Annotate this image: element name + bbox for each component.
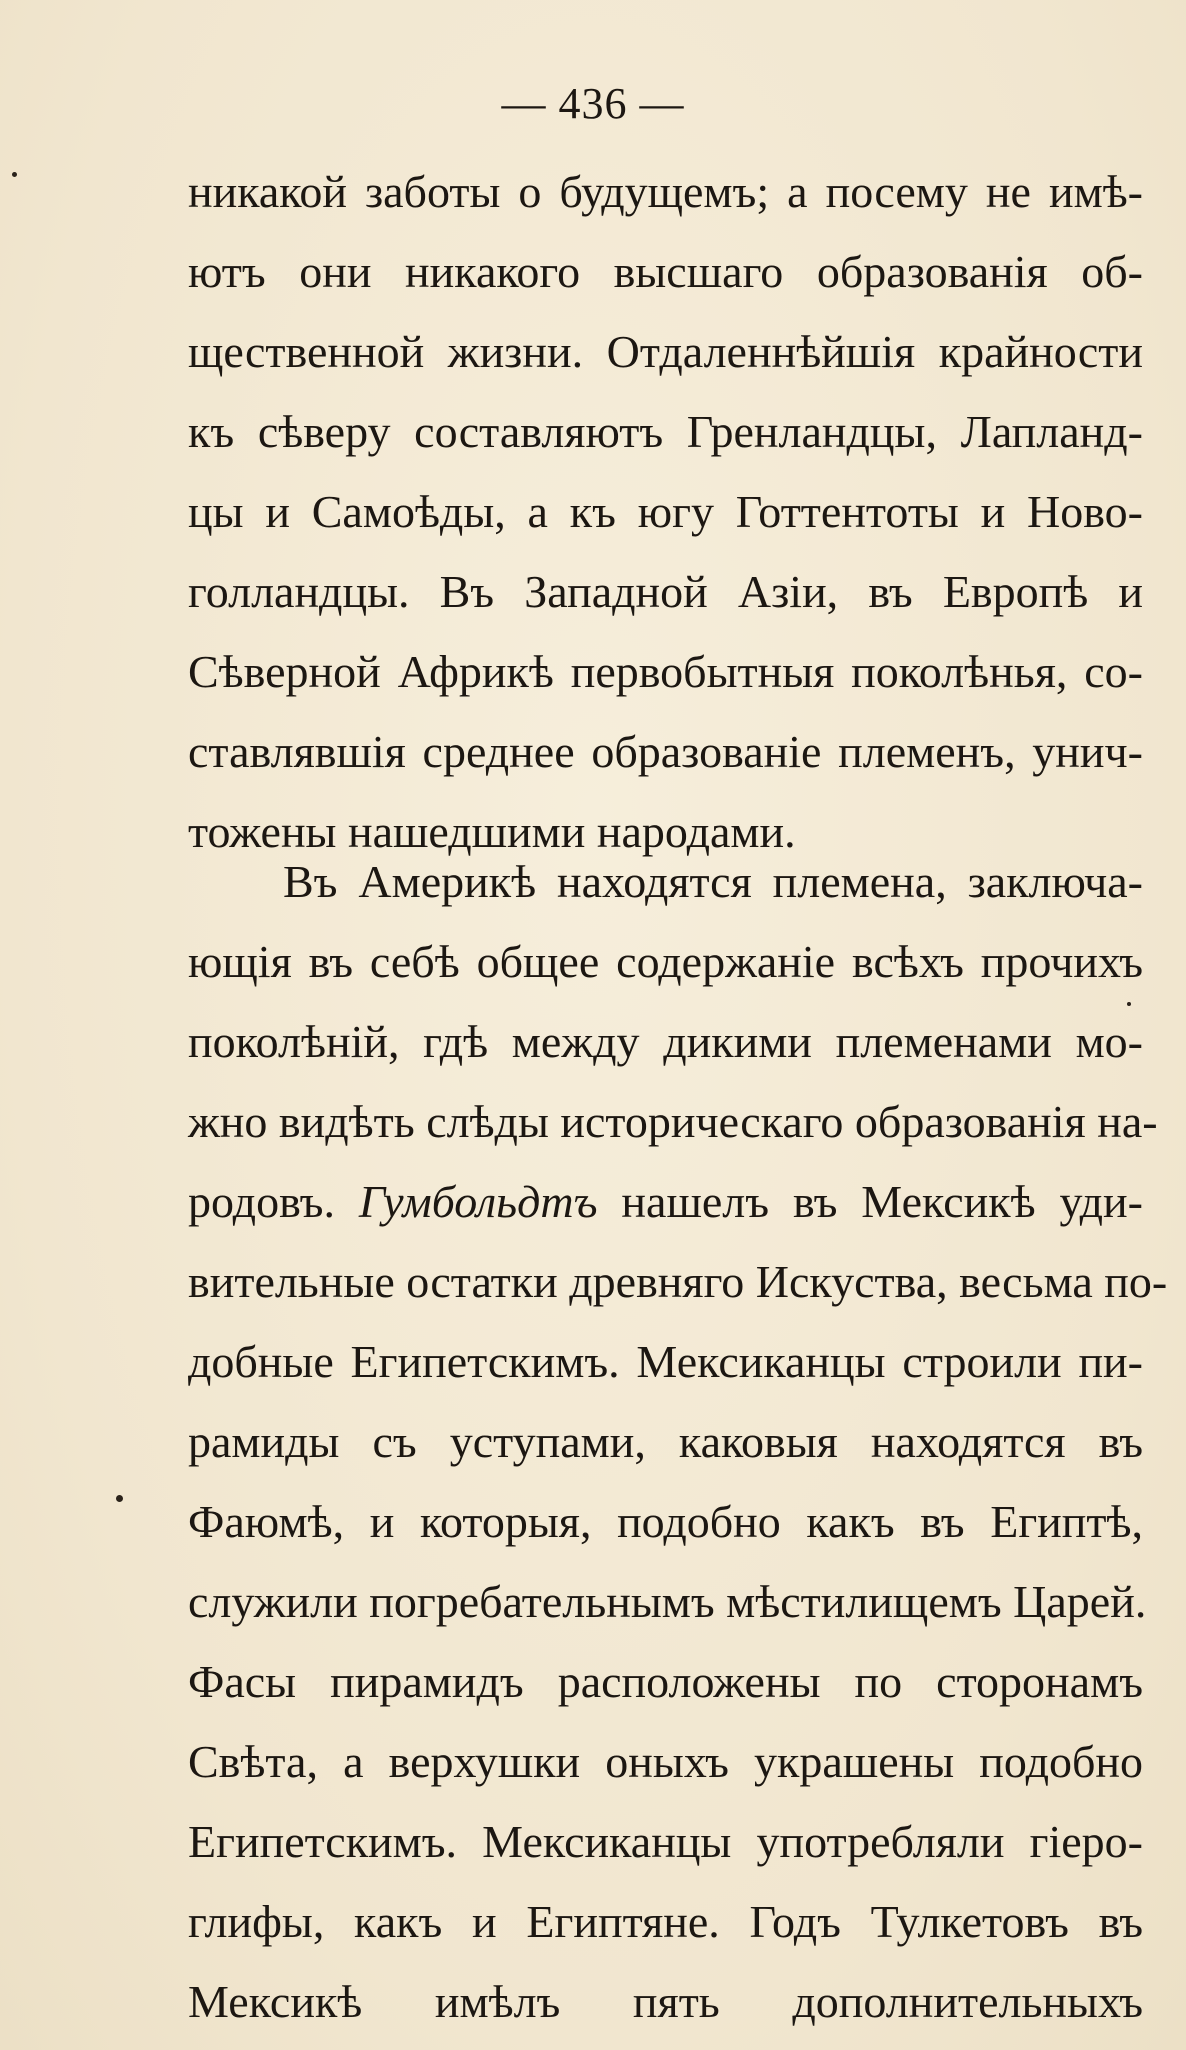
page-number: — 436 — xyxy=(501,79,685,128)
text-line: добные Египетскимъ. Мексиканцы строили пи- xyxy=(188,1336,1143,1387)
text-line: Сѣверной Африкѣ первобытныя поколѣнья, со- xyxy=(188,646,1143,697)
text-line: глифы, какъ и Египтяне. Годъ Тулкетовъ въ xyxy=(188,1896,1143,1947)
text-line: Свѣта, а верхушки оныхъ украшены подобно xyxy=(188,1736,1143,1787)
text-line: Фаюмѣ, и которыя, подобно какъ въ Египтѣ, xyxy=(188,1496,1143,1547)
text-line: цы и Самоѣды, а къ югу Готтентоты и Ново- xyxy=(188,486,1143,537)
text-line: вительные остатки древняго Искуства, весьма по- xyxy=(188,1256,1168,1307)
text-line: ставлявшія среднее образованіе племенъ, унич- xyxy=(188,726,1143,777)
text-line: Въ Америкѣ находятся племена, заключа- xyxy=(283,856,1143,907)
text-line: Египетскимъ. Мексиканцы употребляли гіеро- xyxy=(188,1816,1143,1867)
text-line: ютъ они никакого высшаго образованія об- xyxy=(188,246,1143,297)
paragraph-1 xyxy=(188,152,1143,872)
text-line: поколѣній, гдѣ между дикими племенами мо- xyxy=(188,1016,1143,1067)
text-line: тожены нашедшими народами. xyxy=(188,806,796,857)
text-line: Мексикѣ имѣлъ пять дополнительныхъ xyxy=(188,1976,1143,2027)
text-line-with-name xyxy=(188,1162,1143,1242)
text-line: никакой заботы о будущемъ; а посему не имѣ- xyxy=(188,166,1143,217)
text-line: къ сѣверу составляютъ Гренландцы, Лапланд- xyxy=(188,406,1143,457)
text-line: ющія въ себѣ общее содержаніе всѣхъ прочихъ xyxy=(188,936,1143,987)
text-segment: родовъ. xyxy=(188,1176,359,1227)
ink-speck xyxy=(116,1495,123,1502)
text-line: жно видѣть слѣды историческаго образованія на- xyxy=(188,1096,1158,1147)
text-line: служили погребательнымъ мѣстилищемъ Царей. xyxy=(188,1576,1147,1627)
text-line: рамиды съ уступами, каковыя находятся въ xyxy=(188,1416,1143,1467)
text-line: Фасы пирамидъ расположены по сторонамъ xyxy=(188,1656,1143,1707)
author-name-italic: Гумбольдтъ xyxy=(358,1176,598,1227)
text-line: щественной жизни. Отдаленнѣйшія крайности xyxy=(188,326,1143,377)
text-line: голландцы. Въ Западной Азіи, въ Европѣ и xyxy=(188,566,1143,617)
paragraph-2 xyxy=(188,842,1168,2042)
ink-speck xyxy=(1127,1002,1131,1006)
text-segment: нашелъ въ Мексикѣ уди- xyxy=(597,1176,1143,1227)
ink-speck xyxy=(12,172,17,177)
